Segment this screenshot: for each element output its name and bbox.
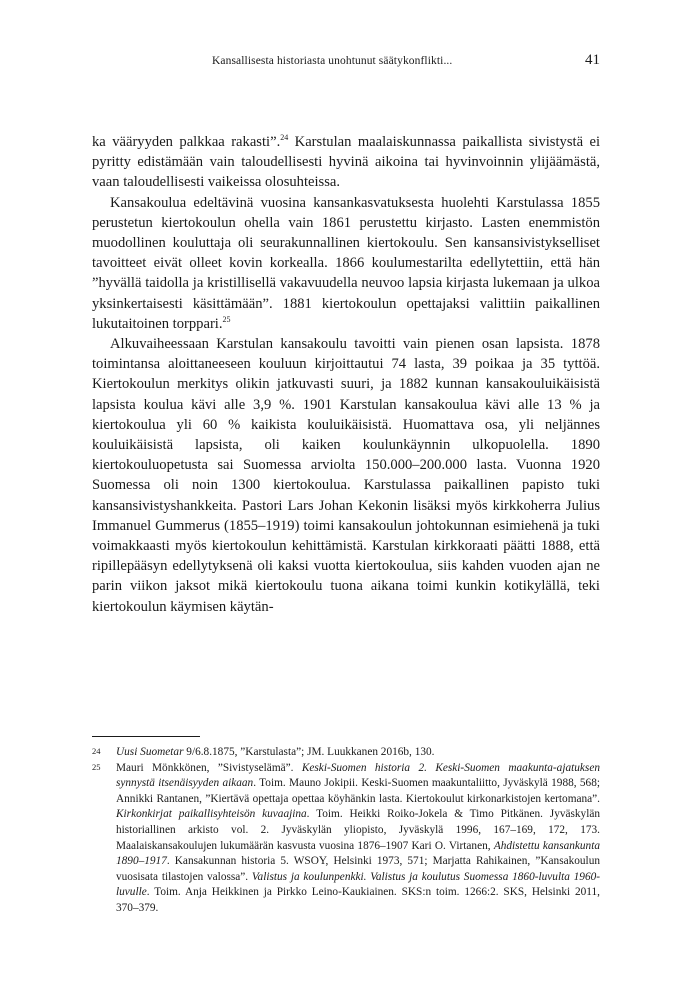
- paragraph-1: [92, 132, 600, 193]
- paragraph-3: [92, 334, 600, 617]
- footnote-25-text-4: . Kansakunnan historia 5. WSOY, Helsinki 1973, 571; Marjatta Rahikainen, ”Kansakoulun vuosisata tilastojen valossa”.: [116, 855, 600, 883]
- footnote-25-italic-4: Valistus ja koulunpenkki. Valistus ja koulutus Suomessa 1860-luvulta 1960-luvulle: [116, 870, 601, 899]
- running-title: Kansallisesta historiasta unohtunut säätykonflikti...: [212, 55, 453, 67]
- footnote-number: 24: [92, 746, 101, 756]
- footnote-25-text-5: . Toim. Anja Heikkinen ja Pirkko Leino-Kaukiainen. SKS:n toim. 1266:2. SKS, Helsinki 2011, 370–379.: [116, 886, 600, 914]
- paragraph-3-text: Alkuvaiheessaan Karstulan kansakoulu tavoitti vain pienen osan lapsista. 1878 toimintansa aloittaneeseen kouluun kirjoittautui 74 lasta, 39 poikaa ja 35 tyttöä. Kiertokoulun merkitys olikin jatkuvasti suuri, ja 1882 kunnan kansakouluikäisistä lapsista koulua kävi alle 3,9 %. 1901 Karstulan kansakoulua kävi alle 13 % ja kiertokoulua yli 60 % kaikista kouluikäisistä. Huomattava osa, yli neljännes kouluikäisistä lapsista, oli kaiken koulunkäynnin ulkopuolella. 1890 kiertokouluopetusta sai Suomessa arviolta 150.000–200.000 lasta. Vuonna 1920 Suomessa oli noin 1300 kiertokoulua. Karstulassa paikallinen papisto tuki kansansivistyshankkeita. Pastori Lars Johan Kekonin lisäksi myös kirkkoherra Julius Immanuel Gummerus (1855–1919) toimi kansakoulun johtokunnan esimiehenä ja tuki voimakkaasti myös kiertokoulun kehittämistä. Karstulan kirkkoraati päätti 1888, että ripillepääsyn edellytyksenä oli kaksi vuotta kiertokoulua, siis kahden vuoden ajan ne parin viikon jaksot mikä kiertokoulu tuona aikana toimi kunkin kotikylällä, teki kiertokoulun käymisen käytän-: [92, 336, 600, 615]
- footnote-25-text-3: . Toim. Heikki Roiko-Jokela & Timo Pitkänen. Jyväskylän historiallinen arkisto vol. 2. Jyväskylän yliopisto, Jyväskylä 1996, 167–169, 172, 173. Maalaiskansakoulujen lukumäärän kasvusta vuosina 1876–1907 Kari O. Virtanen,: [116, 808, 600, 852]
- footnote-number: 25: [92, 761, 101, 772]
- paragraph-2-text: Kansakoulua edeltävinä vuosina kansankasvatuksesta huolehti Karstulassa 1855 perustetun kiertokoulun ohella vain 1861 perustettu kirjasto. Lasten enemmistön muodollinen kouluttaja oli seurakunnallinen kiertokoulu. Sen kansansivistykselliset tavoitteet eivät olleet kovin korkealla. 1866 koulumestarilta edellytettiin, että hän ”hyvällä taidolla ja kristillisellä vakavuudella neuvoo lapsia kirjasta lukemaan ja ulkoa yksinkertaisesti käsittämään”. 1881 kiertokoulun opettajaksi valittiin paikallinen lukutaitoinen torppari.: [92, 194, 600, 332]
- footnote-25-italic-1: Keski-Suomen historia 2. Keski-Suomen maakunta-ajatuksen synnystä itsenäisyyden aikaan: [116, 761, 600, 790]
- footnote-25-text-1: Mauri Mönkkönen, ”Sivistyselämä”.: [116, 761, 302, 774]
- footnote-ref-24[interactable]: 24: [280, 133, 289, 142]
- footnote-25: [92, 761, 600, 917]
- footnote-25-text-2: . Toim. Mauno Jokipii. Keski-Suomen maakuntaliitto, Jyväskylä 1988, 568; Annikki Rantanen, ”Kiertävä opettaja opettaa köyhänkin lasta. Kiertokoulut kirkonarkistojen kertomana”.: [116, 777, 600, 805]
- page-number: 41: [585, 52, 600, 68]
- footnote-24-italic-1: Uusi Suometar: [116, 746, 184, 758]
- body-text: [92, 132, 600, 617]
- paragraph-1-text-a: ka vääryyden palkkaa rakasti”.: [92, 134, 281, 150]
- footnote-ref-25[interactable]: 25: [222, 314, 231, 324]
- footnotes: [92, 745, 600, 917]
- footnote-25-italic-2: Kirkonkirjat paikallisyhteisön kuvaajina: [116, 808, 307, 821]
- footnote-25-italic-3: Ahdistettu kansankunta 1890–1917: [116, 839, 600, 868]
- paragraph-2: [92, 193, 600, 334]
- footnote-24: [92, 745, 600, 761]
- paragraph-1-text-b: Karstulan maalaiskunnassa paikallista sivistystä ei pyritty edistämään vain taloudellisesti hyvinä aikoina tai hyvinvoinnin ylijäämästä, vaan taloudellisesti vaikeissa olosuhteissa.: [92, 134, 601, 191]
- footnote-24-text-1: 9/6.8.1875, ”Karstulasta”; JM. Luukkanen 2016b, 130.: [183, 746, 435, 758]
- page-header: [92, 52, 600, 72]
- footnote-separator: [92, 736, 200, 737]
